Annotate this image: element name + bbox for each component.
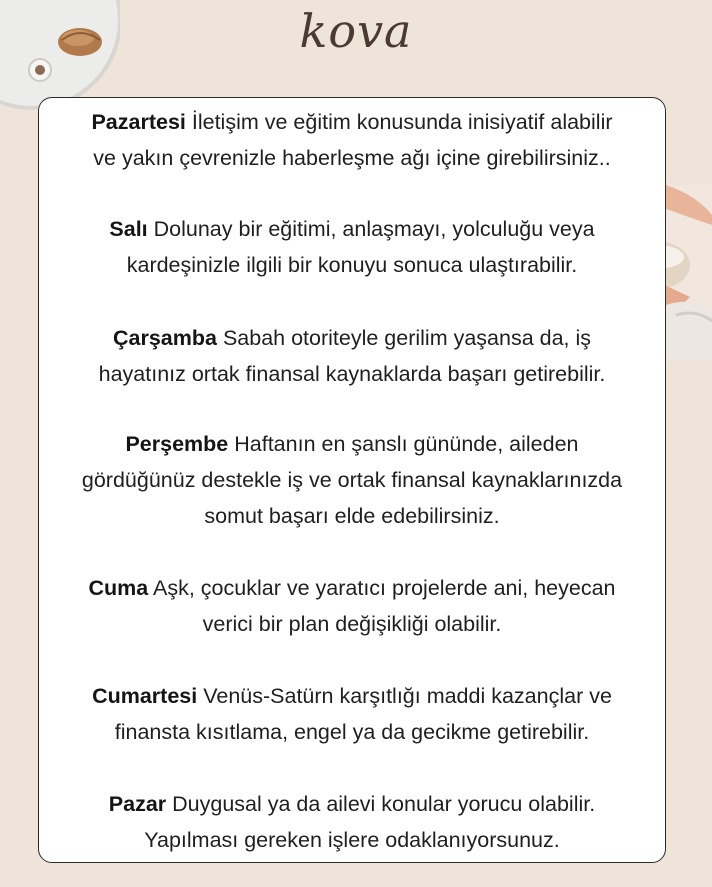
entry-text: ve yakın çevrenizle haberleşme ağı içine girebilirsiniz.. — [93, 146, 611, 170]
entry-pazar — [39, 786, 665, 858]
entry-text: somut başarı elde edebilirsiniz. — [204, 504, 500, 528]
entry-text: verici bir plan değişikliği olabilir. — [202, 612, 502, 636]
entry-carsamba — [39, 320, 665, 392]
entry-text: İletişim ve eğitim konusunda inisiyatif alabilir — [191, 110, 613, 134]
day-label: Salı — [109, 217, 148, 241]
entry-text: Aşk, çocuklar ve yaratıcı projelerde ani, heyecan — [153, 576, 616, 600]
entry-text: hayatınız ortak finansal kaynaklarda başarı getirebilir. — [98, 362, 606, 386]
horoscope-card — [38, 97, 666, 863]
day-label: Çarşamba — [112, 326, 217, 350]
entry-text: Dolunay bir eğitimi, anlaşmayı, yolculuğu veya — [153, 217, 595, 241]
day-label: Perşembe — [125, 432, 229, 456]
day-label: Pazartesi — [91, 110, 186, 134]
entry-text: kardeşinizle ilgili bir konuyu sonuca ulaştırabilir. — [126, 253, 578, 277]
day-label: Cumartesi — [92, 684, 198, 708]
day-label: Cuma — [88, 576, 149, 600]
entry-pazartesi — [39, 104, 665, 176]
entry-cuma — [39, 570, 665, 642]
page-title: kova — [299, 4, 413, 58]
entry-persembe — [39, 426, 665, 534]
entry-text: Haftanın en şanslı gününde, aileden — [234, 432, 579, 456]
entry-text: finansta kısıtlama, engel ya da gecikme getirebilir. — [114, 720, 590, 744]
entry-text: Venüs-Satürn karşıtlığı maddi kazançlar ve — [203, 684, 612, 708]
entry-text: gördüğünüz destekle iş ve ortak finansal kaynaklarınızda — [81, 468, 623, 492]
entry-sali — [39, 211, 665, 283]
entry-text: Sabah otoriteyle gerilim yaşansa da, iş — [222, 326, 592, 350]
entry-cumartesi — [39, 678, 665, 750]
day-label: Pazar — [108, 792, 167, 816]
entry-text: Yapılması gereken işlere odaklanıyorsunuz. — [144, 828, 560, 852]
entry-text: Duygusal ya da ailevi konular yorucu olabilir. — [172, 792, 596, 816]
